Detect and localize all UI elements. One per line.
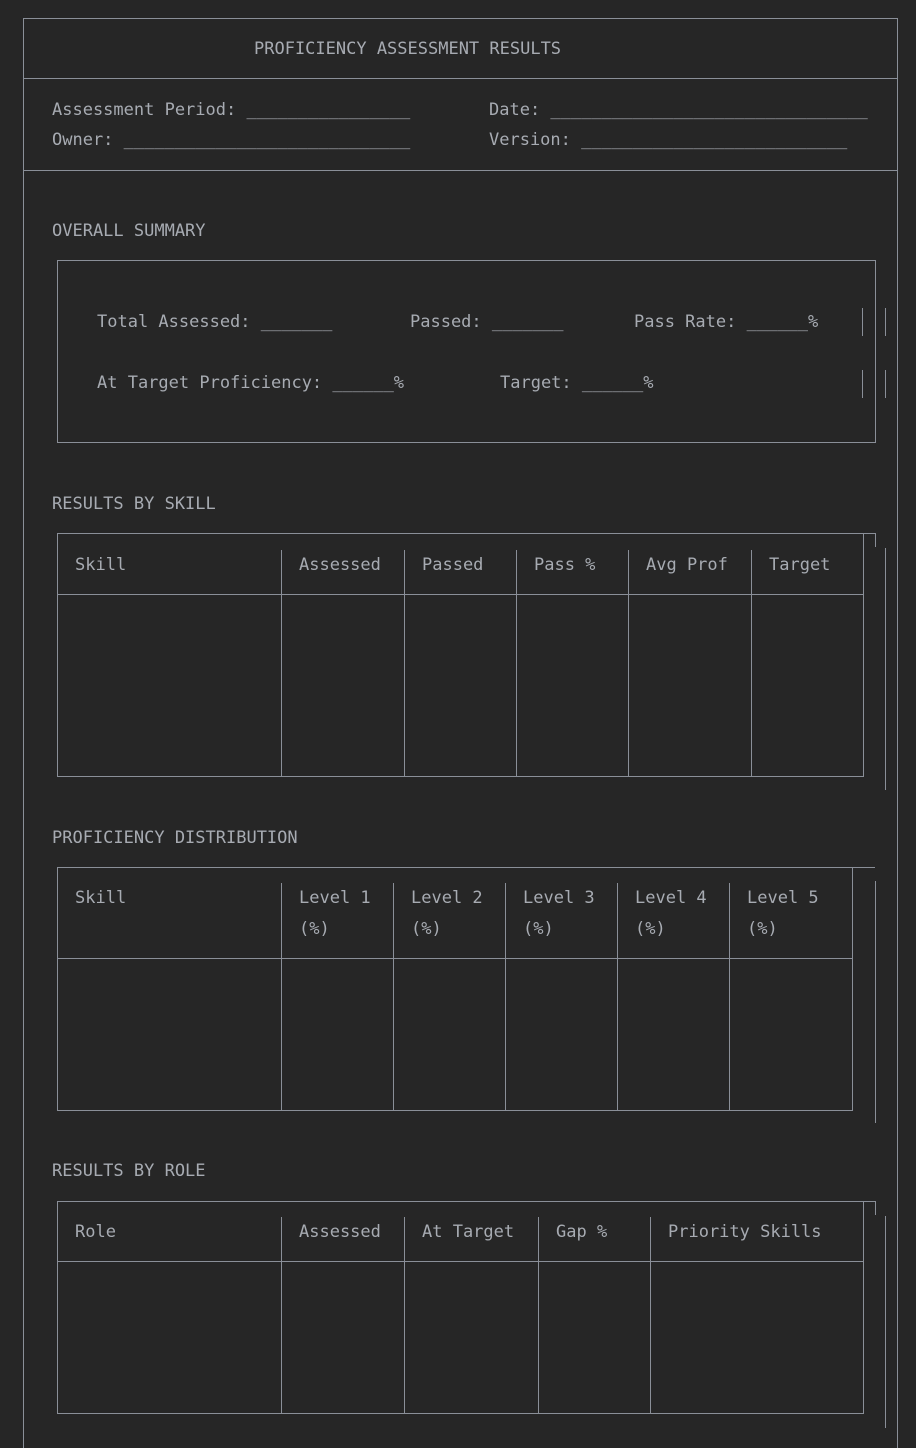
owner-field: Owner: ____________________________ bbox=[52, 130, 411, 150]
distribution-table-artifact bbox=[875, 881, 876, 1123]
skills-col-header: Passed bbox=[422, 555, 484, 575]
summary-box-artifact bbox=[862, 370, 863, 398]
skills-col-header: Target bbox=[769, 555, 831, 575]
distribution-col-header-unit: (%) bbox=[523, 919, 554, 939]
distribution-col-header-unit: (%) bbox=[635, 919, 666, 939]
summary-box-artifact bbox=[885, 308, 886, 336]
roles-table-header-rule bbox=[57, 1261, 864, 1262]
distribution-col-divider bbox=[505, 883, 506, 1111]
skills-col-divider bbox=[751, 550, 752, 777]
skills-col-divider bbox=[516, 550, 517, 777]
outer-frame-right bbox=[897, 18, 898, 1448]
passed-field: Passed: _______ bbox=[410, 312, 564, 332]
skills-col-divider bbox=[628, 550, 629, 777]
page-title: PROFICIENCY ASSESSMENT RESULTS bbox=[254, 39, 562, 59]
distribution-col-header: Skill bbox=[75, 888, 127, 908]
roles-col-header: At Target bbox=[422, 1222, 515, 1242]
distribution-col-header-unit: (%) bbox=[411, 919, 442, 939]
summary-box-artifact bbox=[862, 308, 863, 336]
skills-table-top-extension bbox=[864, 533, 875, 534]
header-divider bbox=[23, 78, 897, 79]
version-field: Version: __________________________ bbox=[489, 130, 848, 150]
roles-col-divider bbox=[650, 1217, 651, 1414]
meta-divider bbox=[23, 170, 897, 171]
skills-table-corner bbox=[875, 533, 876, 547]
distribution-col-header: Level 2 bbox=[411, 888, 483, 908]
distribution-col-header: Level 3 bbox=[523, 888, 595, 908]
distribution-col-header: Level 5 bbox=[747, 888, 819, 908]
skills-col-divider bbox=[404, 550, 405, 777]
skills-col-divider bbox=[281, 550, 282, 777]
pass-rate-field: Pass Rate: ______% bbox=[634, 312, 819, 332]
outer-frame-left bbox=[23, 18, 24, 1448]
roles-col-divider bbox=[538, 1217, 539, 1414]
outer-frame-top bbox=[23, 18, 897, 19]
distribution-col-divider bbox=[729, 883, 730, 1111]
roles-col-header: Priority Skills bbox=[668, 1222, 822, 1242]
distribution-col-header-unit: (%) bbox=[299, 919, 330, 939]
roles-col-divider bbox=[404, 1217, 405, 1414]
total-assessed-field: Total Assessed: _______ bbox=[97, 312, 333, 332]
skills-col-header: Avg Prof bbox=[646, 555, 728, 575]
roles-table-top-extension bbox=[864, 1201, 875, 1202]
roles-col-header: Role bbox=[75, 1222, 116, 1242]
roles-col-header: Assessed bbox=[299, 1222, 381, 1242]
date-field: Date: _______________________________ bbox=[489, 100, 868, 120]
target-field: Target: ______% bbox=[500, 373, 654, 393]
skills-col-header: Assessed bbox=[299, 555, 381, 575]
distribution-col-header: Level 4 bbox=[635, 888, 707, 908]
skills-col-header: Pass % bbox=[534, 555, 596, 575]
roles-heading: RESULTS BY ROLE bbox=[52, 1161, 206, 1181]
skills-heading: RESULTS BY SKILL bbox=[52, 494, 216, 514]
summary-box bbox=[57, 260, 876, 443]
summary-box-artifact bbox=[885, 370, 886, 398]
distribution-col-header-unit: (%) bbox=[747, 919, 778, 939]
summary-heading: OVERALL SUMMARY bbox=[52, 221, 206, 241]
roles-col-divider bbox=[281, 1217, 282, 1414]
at-target-proficiency-field: At Target Proficiency: ______% bbox=[97, 373, 405, 393]
roles-table-corner bbox=[875, 1201, 876, 1215]
roles-table-artifact bbox=[885, 1216, 886, 1428]
distribution-col-divider bbox=[617, 883, 618, 1111]
skills-col-header: Skill bbox=[75, 555, 127, 575]
roles-col-header: Gap % bbox=[556, 1222, 608, 1242]
distribution-table-top-extension bbox=[853, 867, 875, 868]
distribution-col-header: Level 1 bbox=[299, 888, 371, 908]
skills-table-artifact bbox=[885, 548, 886, 790]
distribution-table-header-rule bbox=[57, 958, 853, 959]
distribution-col-divider bbox=[281, 883, 282, 1111]
distribution-col-divider bbox=[393, 883, 394, 1111]
assessment-period-field: Assessment Period: ________________ bbox=[52, 100, 411, 120]
distribution-heading: PROFICIENCY DISTRIBUTION bbox=[52, 828, 298, 848]
skills-table-header-rule bbox=[57, 594, 864, 595]
